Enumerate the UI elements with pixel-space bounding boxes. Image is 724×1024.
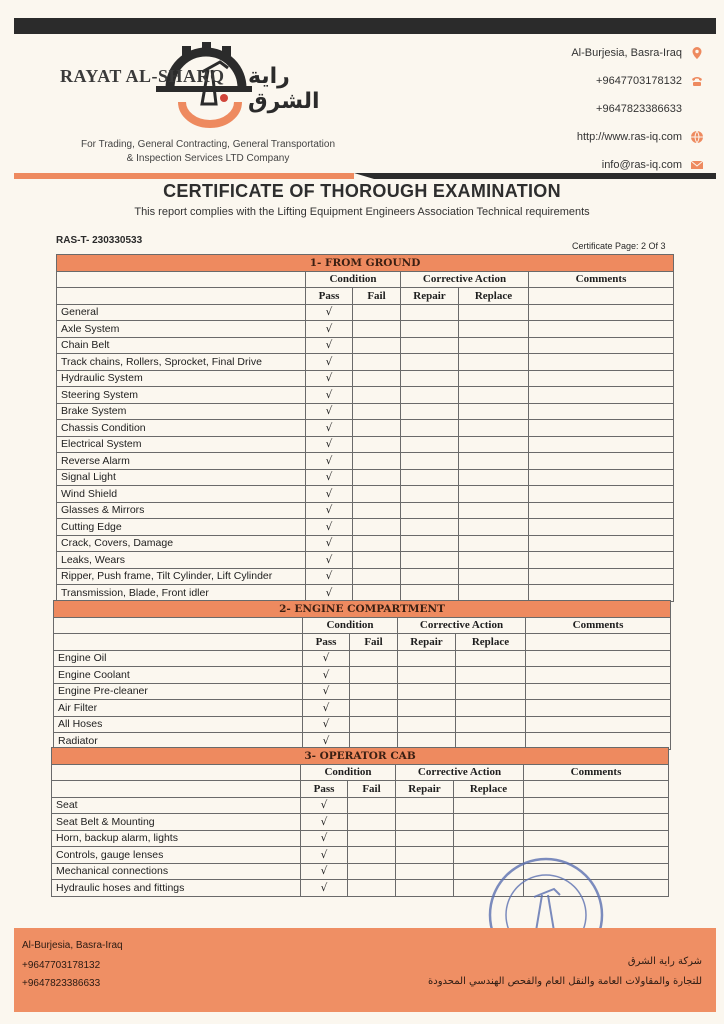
table-row <box>57 354 674 371</box>
replace-cell <box>459 370 529 387</box>
table-row <box>54 716 671 733</box>
repair-cell <box>401 535 459 552</box>
header-fail: Fail <box>353 288 401 305</box>
pass-check-mark: √ <box>306 403 353 420</box>
fail-cell <box>350 716 398 733</box>
replace-cell <box>459 453 529 470</box>
pass-check-mark: √ <box>306 387 353 404</box>
pass-check-mark: √ <box>303 683 350 700</box>
repair-cell <box>401 354 459 371</box>
repair-cell <box>401 436 459 453</box>
fail-cell <box>353 552 401 569</box>
item-label: Controls, gauge lenses <box>52 847 301 864</box>
repair-cell <box>396 814 454 831</box>
pass-check-mark: √ <box>306 585 353 602</box>
footer-description-arabic: للتجارة والمقاولات العامة والنقل العام والفحص الهندسي المحدودة <box>428 976 702 987</box>
item-label: Air Filter <box>54 700 303 717</box>
replace-cell <box>459 403 529 420</box>
repair-cell <box>398 716 456 733</box>
globe-icon <box>690 130 704 144</box>
item-label: Seat <box>52 797 301 814</box>
item-label: Chassis Condition <box>57 420 306 437</box>
header-blank <box>524 781 669 798</box>
pass-check-mark: √ <box>306 337 353 354</box>
fail-cell <box>353 453 401 470</box>
pass-check-mark: √ <box>301 797 348 814</box>
comments-cell <box>524 830 669 847</box>
fail-cell <box>348 847 396 864</box>
fail-cell <box>348 797 396 814</box>
fail-cell <box>353 337 401 354</box>
table-row <box>57 337 674 354</box>
comments-cell <box>529 387 674 404</box>
item-label: Axle System <box>57 321 306 338</box>
table-row <box>54 667 671 684</box>
fail-cell <box>353 387 401 404</box>
repair-cell <box>401 469 459 486</box>
fail-cell <box>353 568 401 585</box>
pass-check-mark: √ <box>306 354 353 371</box>
item-label: All Hoses <box>54 716 303 733</box>
table-row <box>57 502 674 519</box>
table-row <box>57 486 674 503</box>
table-row <box>54 650 671 667</box>
pass-check-mark: √ <box>301 830 348 847</box>
repair-cell <box>401 453 459 470</box>
replace-cell <box>456 683 526 700</box>
pass-check-mark: √ <box>306 486 353 503</box>
footer-address: Al-Burjesia, Basra-Iraq <box>22 940 123 951</box>
comments-cell <box>529 585 674 602</box>
replace-cell <box>459 568 529 585</box>
fail-cell <box>353 519 401 536</box>
item-label: Mechanical connections <box>52 863 301 880</box>
header-corrective-action: Corrective Action <box>401 271 529 288</box>
footer-company-arabic: شركة راية الشرق <box>627 956 702 967</box>
comments-cell <box>529 321 674 338</box>
replace-cell <box>459 486 529 503</box>
fail-cell <box>353 420 401 437</box>
pass-check-mark: √ <box>306 469 353 486</box>
pass-check-mark: √ <box>301 880 348 897</box>
fail-cell <box>353 436 401 453</box>
replace-cell <box>454 830 524 847</box>
replace-cell <box>459 585 529 602</box>
comments-cell <box>529 486 674 503</box>
comments-cell <box>529 552 674 569</box>
table-row <box>57 519 674 536</box>
header-blank <box>57 271 306 288</box>
pass-check-mark: √ <box>306 552 353 569</box>
comments-cell <box>529 420 674 437</box>
repair-cell <box>398 683 456 700</box>
table-row <box>57 568 674 585</box>
header-repair: Repair <box>398 634 456 651</box>
table-row <box>57 585 674 602</box>
contact-address: Al-Burjesia, Basra-Iraq <box>571 46 704 60</box>
replace-cell <box>456 700 526 717</box>
pass-check-mark: √ <box>306 321 353 338</box>
contact-email[interactable]: info@ras-iq.com <box>602 158 704 172</box>
fail-cell <box>353 370 401 387</box>
item-label: Radiator <box>54 733 303 750</box>
repair-cell <box>401 552 459 569</box>
repair-cell <box>398 700 456 717</box>
repair-cell <box>401 370 459 387</box>
fail-cell <box>348 880 396 897</box>
table-row <box>52 797 669 814</box>
item-label: Ripper, Push frame, Tilt Cylinder, Lift Cylinder <box>57 568 306 585</box>
replace-cell <box>456 667 526 684</box>
repair-cell <box>401 486 459 503</box>
repair-cell <box>401 585 459 602</box>
table-row <box>52 830 669 847</box>
table-row <box>57 535 674 552</box>
comments-cell <box>529 370 674 387</box>
header-replace: Replace <box>459 288 529 305</box>
phone-icon <box>690 74 704 88</box>
pass-check-mark: √ <box>303 667 350 684</box>
table-row <box>57 420 674 437</box>
fail-cell <box>353 502 401 519</box>
header-comments: Comments <box>524 764 669 781</box>
fail-cell <box>350 667 398 684</box>
item-label: Engine Pre-cleaner <box>54 683 303 700</box>
comments-cell <box>529 519 674 536</box>
certificate-reference: RAS-T- 230330533 <box>56 235 143 246</box>
table-row <box>57 469 674 486</box>
document-title: CERTIFICATE OF THOROUGH EXAMINATION <box>163 181 561 201</box>
item-label: Crack, Covers, Damage <box>57 535 306 552</box>
comments-cell <box>526 650 671 667</box>
table-row <box>54 700 671 717</box>
replace-cell <box>459 535 529 552</box>
table-row <box>57 304 674 321</box>
pass-check-mark: √ <box>306 420 353 437</box>
header-replace: Replace <box>454 781 524 798</box>
comments-cell <box>529 403 674 420</box>
repair-cell <box>396 797 454 814</box>
footer-band <box>14 928 716 1012</box>
fail-cell <box>353 354 401 371</box>
fail-cell <box>350 700 398 717</box>
pass-check-mark: √ <box>306 568 353 585</box>
header-blank <box>57 288 306 305</box>
item-label: Brake System <box>57 403 306 420</box>
pass-check-mark: √ <box>306 370 353 387</box>
section-title: 3- OPERATOR CAB <box>52 748 669 765</box>
comments-cell <box>529 535 674 552</box>
section-title: 1- FROM GROUND <box>57 255 674 272</box>
table-row <box>57 453 674 470</box>
pass-check-mark: √ <box>301 863 348 880</box>
repair-cell <box>401 568 459 585</box>
company-logo <box>52 40 352 140</box>
table-row <box>52 814 669 831</box>
replace-cell <box>459 337 529 354</box>
header-comments: Comments <box>526 617 671 634</box>
document-subtitle: This report complies with the Lifting Equipment Engineers Association Technical requirements <box>134 206 590 218</box>
header-condition: Condition <box>306 271 401 288</box>
item-label: Hydraulic hoses and fittings <box>52 880 301 897</box>
item-label: Track chains, Rollers, Sprocket, Final Drive <box>57 354 306 371</box>
comments-cell <box>529 469 674 486</box>
header-separator <box>14 173 716 179</box>
header-top-bar <box>14 18 716 34</box>
header-blank <box>52 764 301 781</box>
section-table <box>56 254 674 602</box>
comments-cell <box>529 354 674 371</box>
item-label: Hydraulic System <box>57 370 306 387</box>
table-row <box>54 683 671 700</box>
company-tagline: For Trading, General Contracting, General Transportation & Inspection Services LTD Company <box>80 139 336 164</box>
comments-cell <box>526 716 671 733</box>
header-pass: Pass <box>301 781 348 798</box>
repair-cell <box>398 650 456 667</box>
replace-cell <box>459 354 529 371</box>
envelope-icon <box>690 158 704 172</box>
table-row <box>57 387 674 404</box>
pass-check-mark: √ <box>306 519 353 536</box>
repair-cell <box>396 880 454 897</box>
replace-cell <box>454 814 524 831</box>
contact-phone-2: +9647823386633 <box>596 103 682 115</box>
pass-check-mark: √ <box>303 733 350 750</box>
comments-cell <box>529 568 674 585</box>
item-label: Seat Belt & Mounting <box>52 814 301 831</box>
repair-cell <box>398 667 456 684</box>
table-row <box>57 436 674 453</box>
item-label: Wind Shield <box>57 486 306 503</box>
replace-cell <box>456 716 526 733</box>
item-label: Reverse Alarm <box>57 453 306 470</box>
header-blank <box>52 781 301 798</box>
fail-cell <box>353 486 401 503</box>
fail-cell <box>348 863 396 880</box>
footer-phone-2: +9647823386633 <box>22 978 101 989</box>
table-row <box>57 321 674 338</box>
comments-cell <box>529 502 674 519</box>
repair-cell <box>396 847 454 864</box>
item-label: Signal Light <box>57 469 306 486</box>
repair-cell <box>401 321 459 338</box>
item-label: General <box>57 304 306 321</box>
pass-check-mark: √ <box>301 814 348 831</box>
header-corrective-action: Corrective Action <box>398 617 526 634</box>
replace-cell <box>459 321 529 338</box>
item-label: Transmission, Blade, Front idler <box>57 585 306 602</box>
header-condition: Condition <box>303 617 398 634</box>
section-title: 2- ENGINE COMPARTMENT <box>54 601 671 618</box>
replace-cell <box>459 420 529 437</box>
location-pin-icon <box>690 46 704 60</box>
pass-check-mark: √ <box>303 650 350 667</box>
contact-phone-1: +9647703178132 <box>596 74 704 88</box>
item-label: Steering System <box>57 387 306 404</box>
pass-check-mark: √ <box>301 847 348 864</box>
comments-cell <box>524 797 669 814</box>
header-repair: Repair <box>401 288 459 305</box>
replace-cell <box>459 519 529 536</box>
replace-cell <box>456 650 526 667</box>
header-blank <box>54 617 303 634</box>
comments-cell <box>526 700 671 717</box>
certificate-page-number: Certificate Page: 2 Of 3 <box>572 241 666 251</box>
fail-cell <box>353 403 401 420</box>
comments-cell <box>526 667 671 684</box>
comments-cell <box>524 814 669 831</box>
replace-cell <box>454 797 524 814</box>
company-name: RAYAT AL-SHARQ <box>60 66 225 86</box>
comments-cell <box>526 683 671 700</box>
fail-cell <box>353 585 401 602</box>
table-row <box>57 403 674 420</box>
header-fail: Fail <box>348 781 396 798</box>
pass-check-mark: √ <box>303 700 350 717</box>
fail-cell <box>350 683 398 700</box>
item-label: Chain Belt <box>57 337 306 354</box>
header-blank <box>526 634 671 651</box>
item-label: Engine Coolant <box>54 667 303 684</box>
replace-cell <box>459 387 529 404</box>
item-label: Leaks, Wears <box>57 552 306 569</box>
pass-check-mark: √ <box>306 453 353 470</box>
header-corrective-action: Corrective Action <box>396 764 524 781</box>
header-condition: Condition <box>301 764 396 781</box>
comments-cell <box>529 453 674 470</box>
fail-cell <box>353 304 401 321</box>
fail-cell <box>348 830 396 847</box>
fail-cell <box>353 321 401 338</box>
header-repair: Repair <box>396 781 454 798</box>
replace-cell <box>459 469 529 486</box>
comments-cell <box>529 304 674 321</box>
comments-cell <box>529 436 674 453</box>
pass-check-mark: √ <box>306 502 353 519</box>
repair-cell <box>401 387 459 404</box>
fail-cell <box>353 469 401 486</box>
section-table <box>53 600 671 750</box>
repair-cell <box>401 420 459 437</box>
header-comments: Comments <box>529 271 674 288</box>
contact-website[interactable]: http://www.ras-iq.com <box>577 130 704 144</box>
header-blank <box>54 634 303 651</box>
table-row <box>57 370 674 387</box>
fail-cell <box>350 650 398 667</box>
header-pass: Pass <box>306 288 353 305</box>
replace-cell <box>459 304 529 321</box>
item-label: Electrical System <box>57 436 306 453</box>
pass-check-mark: √ <box>303 716 350 733</box>
table-row <box>57 552 674 569</box>
company-name-arabic: راية الشرق <box>248 64 320 114</box>
fail-cell <box>353 535 401 552</box>
header-replace: Replace <box>456 634 526 651</box>
repair-cell <box>401 403 459 420</box>
repair-cell <box>401 502 459 519</box>
footer-phone-1: +9647703178132 <box>22 960 101 971</box>
replace-cell <box>459 502 529 519</box>
fail-cell <box>348 814 396 831</box>
repair-cell <box>396 863 454 880</box>
repair-cell <box>396 830 454 847</box>
pass-check-mark: √ <box>306 535 353 552</box>
item-label: Engine Oil <box>54 650 303 667</box>
pass-check-mark: √ <box>306 436 353 453</box>
header-fail: Fail <box>350 634 398 651</box>
item-label: Cutting Edge <box>57 519 306 536</box>
repair-cell <box>401 519 459 536</box>
header-blank <box>529 288 674 305</box>
comments-cell <box>529 337 674 354</box>
header-pass: Pass <box>303 634 350 651</box>
item-label: Glasses & Mirrors <box>57 502 306 519</box>
pass-check-mark: √ <box>306 304 353 321</box>
repair-cell <box>401 304 459 321</box>
repair-cell <box>401 337 459 354</box>
item-label: Horn, backup alarm, lights <box>52 830 301 847</box>
replace-cell <box>459 436 529 453</box>
replace-cell <box>459 552 529 569</box>
